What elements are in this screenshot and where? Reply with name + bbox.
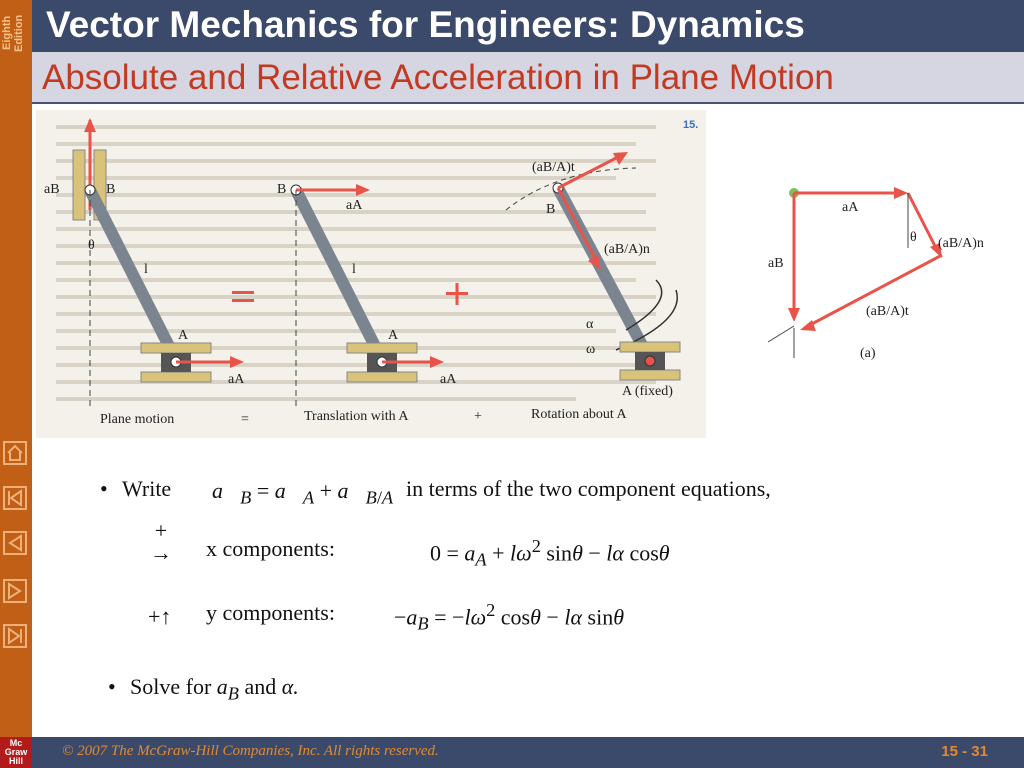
caption-plane-motion: Plane motion bbox=[100, 412, 175, 427]
caption-rotation: Rotation about A bbox=[531, 407, 627, 422]
first-slide-icon bbox=[6, 489, 24, 507]
x-component-equation: $0 = a_A + l\omega^2$ sinθ − lα cosθ bbox=[430, 536, 670, 570]
home-icon bbox=[6, 444, 24, 462]
solve-text: Solve for bbox=[130, 674, 212, 699]
subheader-bar bbox=[32, 52, 1024, 104]
aA-label-translation-bottom: aA bbox=[440, 372, 457, 387]
omega-label: ω bbox=[586, 342, 596, 357]
poly-aBAn-label: (aB/A)n bbox=[938, 236, 984, 251]
next-slide-button[interactable] bbox=[3, 579, 27, 603]
footer-bar bbox=[32, 737, 1024, 768]
y-component-equation: $-a_B = -l\omega^2$ cosθ − lα sinθ bbox=[394, 600, 625, 634]
first-slide-button[interactable] bbox=[3, 486, 27, 510]
A-fixed-label: A (fixed) bbox=[622, 384, 673, 399]
theta-label: θ bbox=[88, 238, 95, 253]
figure-number: 15. bbox=[683, 119, 699, 131]
poly-aA-label: aA bbox=[842, 200, 859, 215]
B-label-rotation: B bbox=[546, 202, 556, 217]
x-direction-symbol: + → bbox=[150, 518, 172, 565]
vector-polygon-diagram bbox=[750, 180, 990, 370]
poly-aBAt-label: (aB/A)t bbox=[866, 304, 909, 319]
figure-illustration bbox=[36, 110, 706, 438]
B-label: B bbox=[106, 182, 116, 197]
write-text: Write bbox=[122, 476, 172, 501]
solve-bullet: • Solve for $a_B$ and α. bbox=[108, 674, 299, 704]
aA-label-translation-top: aA bbox=[346, 198, 363, 213]
book-title: Vector Mechanics for Engineers: Dynamics bbox=[46, 4, 805, 45]
vector-polygon bbox=[750, 180, 990, 370]
caption-plus: + bbox=[474, 409, 482, 424]
last-slide-button[interactable] bbox=[3, 624, 27, 648]
aA-label: aA bbox=[228, 372, 245, 387]
publisher-logo: Mc Graw Hill bbox=[0, 737, 32, 768]
B-label-translation: B bbox=[277, 182, 287, 197]
copyright-text: © 2007 The McGraw-Hill Companies, Inc. All rights reserved. bbox=[62, 743, 439, 759]
caption-translation: Translation with A bbox=[304, 409, 409, 424]
next-arrow-icon bbox=[6, 582, 24, 600]
write-tail-text: in terms of the two component equations, bbox=[406, 476, 771, 501]
poly-part-label: (a) bbox=[860, 346, 876, 361]
l-label: l bbox=[144, 262, 148, 277]
solve-alpha-text: α. bbox=[281, 674, 299, 699]
previous-slide-button[interactable] bbox=[3, 531, 27, 555]
page-number: 15 - 31 bbox=[941, 743, 988, 760]
vector-equation: $a⃗_B$ = $a⃗_A$ + $a⃗_{B/A}$ bbox=[212, 478, 394, 508]
alpha-label: α bbox=[586, 317, 594, 332]
write-bullet: • Write bbox=[100, 476, 172, 501]
x-components-label: x components: bbox=[206, 536, 335, 561]
slide-title: Absolute and Relative Acceleration in Plane Motion bbox=[42, 58, 834, 97]
home-button[interactable] bbox=[3, 441, 27, 465]
y-components-label: y components: bbox=[206, 600, 335, 625]
A-label-translation: A bbox=[388, 328, 399, 343]
y-direction-symbol: +↑ bbox=[148, 604, 172, 629]
solve-and-text: and bbox=[244, 674, 277, 699]
sidebar bbox=[0, 0, 32, 768]
previous-arrow-icon bbox=[6, 534, 24, 552]
edition-label: Eighth Edition bbox=[1, 14, 25, 52]
l-label-translation: l bbox=[352, 262, 356, 277]
decomposition-figure bbox=[36, 110, 706, 438]
last-slide-icon bbox=[6, 627, 24, 645]
aB-label: aB bbox=[44, 182, 60, 197]
aBAt-label: (aB/A)t bbox=[532, 160, 575, 175]
aBAn-label: (aB/A)n bbox=[604, 242, 650, 257]
A-label: A bbox=[178, 328, 189, 343]
poly-aB-label: aB bbox=[768, 256, 784, 271]
header-bar bbox=[32, 0, 1024, 52]
caption-equals: = bbox=[241, 412, 249, 427]
poly-theta-label: θ bbox=[910, 230, 917, 245]
